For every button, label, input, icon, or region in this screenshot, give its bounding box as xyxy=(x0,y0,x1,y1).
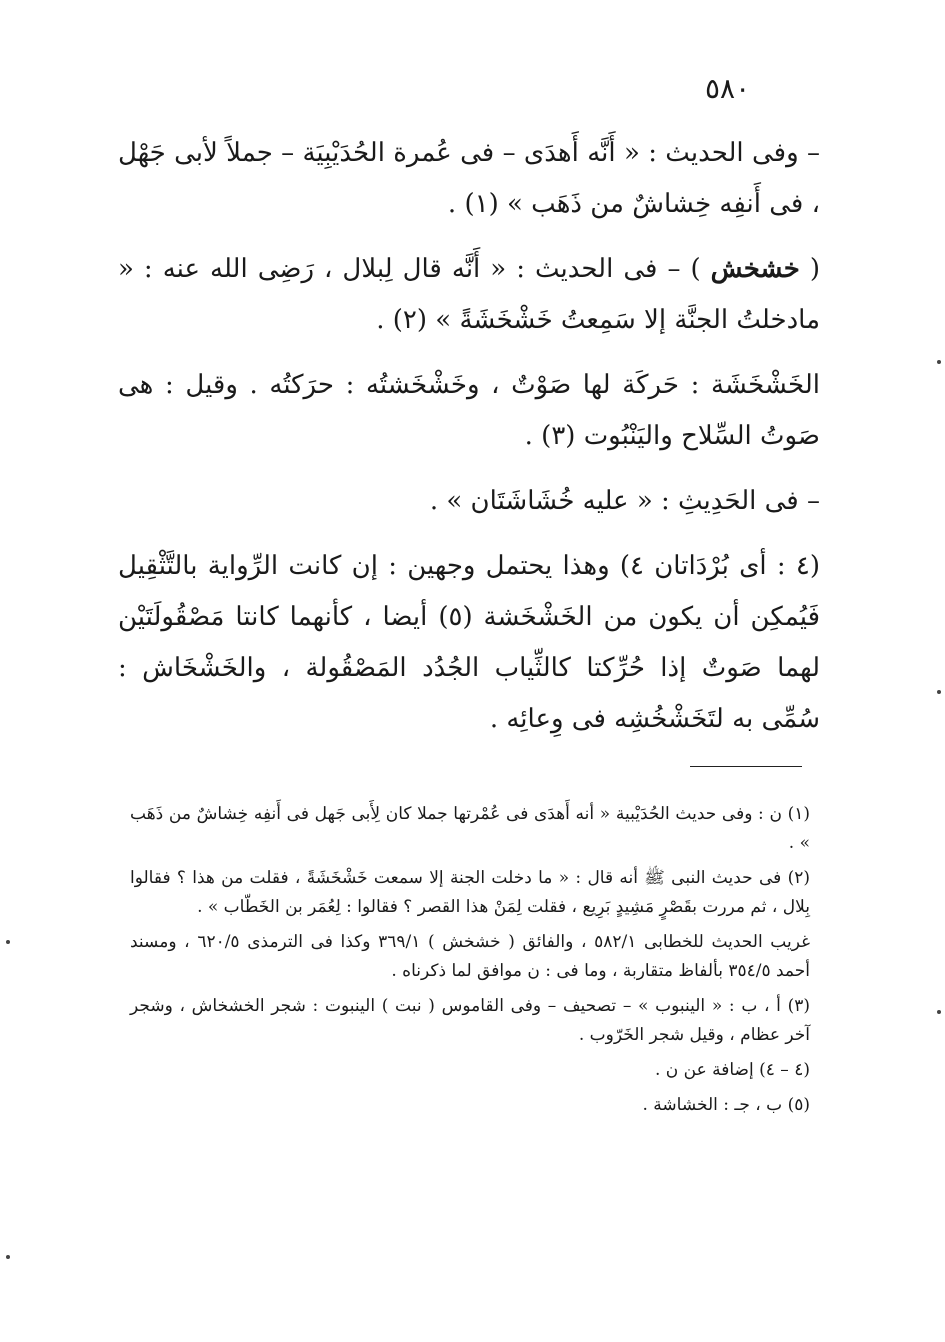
headword: خشخش xyxy=(710,254,800,284)
page-number: ٥٨٠ xyxy=(705,72,751,105)
paragraph-5: (٤ : أى بُرْدَاتان ٤) وهذا يحتمل وجهين : إن كانت الرِّواية بالتَّثْقِيل فَيُمكِن أن يكون من الخَشْخَشة (٥) أيضا ، كأنهما كانتا مَصْقُولَتَيْن لهما صَوتٌ إذا حُرِّكتا كالثِّياب الجُدُد المَصْقُولة ، والخَشْخَاش : سُمِّى به لتَخَشْخُشِه فى وِعائِه . xyxy=(118,551,820,734)
margin-mark xyxy=(937,690,941,694)
margin-mark xyxy=(937,360,941,364)
margin-mark xyxy=(937,1010,941,1014)
footnotes xyxy=(130,800,810,1126)
paragraph-3: الخَشْخَشَة : حَركَة لها صَوْتٌ ، وخَشْخَشتُه : حرَكتُه . وقيل : هى صَوتُ السِّلاح واليَنْبُوت (٣) . xyxy=(118,370,820,451)
paragraph-2: ( خشخش ) – فى الحديث : « أَنَّه قال لِبلال ، رَضِى الله عنه : « مادخلتُ الجنَّة إلا سَمِعتُ خَشْخَشَةً » (٢) . xyxy=(118,254,820,335)
main-text xyxy=(118,128,820,759)
footnote-1: (١) ن : وفى حديث الحُدَيْبية « أنه أَهدَى فى عُمْرتها جملا كان لِأَبى جَهل فى أَنفِه خِشاشٌ من ذَهَب » . xyxy=(130,804,810,853)
margin-mark xyxy=(6,1255,10,1259)
paragraph-1: – وفى الحديث : « أَنَّه أَهدَى – فى عُمرة الحُدَيْبِيَة – جملاً لأبى جَهْل ، فى أَنفِه خِشاشٌ من ذَهَب » (١) . xyxy=(118,138,820,219)
footnote-2-sources: غريب الحديث للخطابى ٥٨٢/١ ، والفائق ( خشخش ) ٣٦٩/١ وكذا فى الترمذى ٦٢٠/٥ ، ومسند أحمد ٣٥٤/٥ بألفاظ متقاربة ، وما فى : ن موافق لما ذكرناه . xyxy=(130,932,810,981)
margin-mark xyxy=(6,940,10,944)
footnote-5: (٥) ب ، جـ : الخشاشة . xyxy=(642,1095,810,1115)
paragraph-4: – فى الحَدِيثِ : « عليه خُشَاشَتَان » . xyxy=(429,486,820,516)
footnote-3: (٣) أ ، ب : « الينبوب » – تصحيف – وفى القاموس ( نبت ) الينبوت : شجر الخشخاش ، وشجر آخر عظام ، وقيل شجر الخَرّوب . xyxy=(130,996,810,1045)
footnote-4: (٤ – ٤) إضافة عن ن . xyxy=(654,1060,810,1080)
footnote-divider xyxy=(690,766,802,767)
footnote-2: (٢) فى حديث النبى ﷺ أنه قال : « ما دخلت الجنة إلا سمعت خَشْخَشَةً ، فقلت من هذا ؟ فقالوا بِلال ، ثم مررت بقَصْرٍ مَشِيدٍ بَرِيع ، فقلت لِمَنْ هذا القصر ؟ فقالوا : لِعُمَر بن الخَطّاب » . xyxy=(130,868,810,917)
